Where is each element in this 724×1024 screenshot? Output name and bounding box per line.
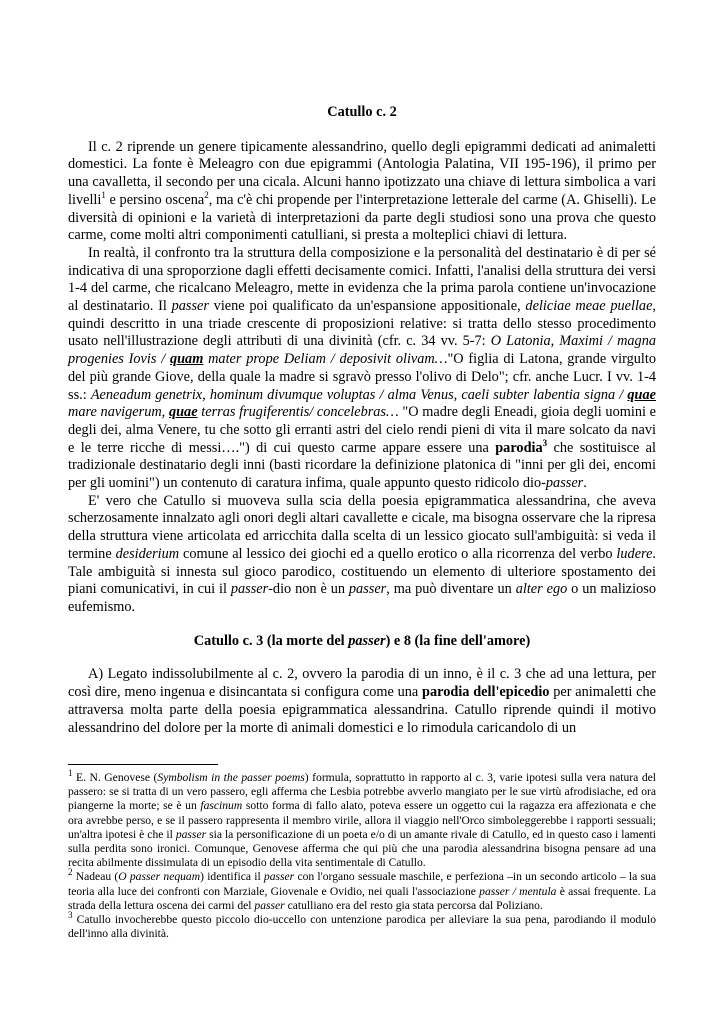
paragraph-1: Il c. 2 riprende un genere tipicamente alessandrino, quello degli epigrammi dedicati ad animaletti domestici. La fonte è Meleagro con due epigrammi (Antologia Palatina, VII 195-196), il primo per una cavalletta, il secondo per una cicala. Alcuni hanno ipotizzato una chiave di lettura simbolica a vari livelli$^1$ e persino oscena$^2$, ma c'è chi propende per l'interpretazione letterale del carme (A. Ghiselli). Le diversità di opinioni e la varietà di interpretazioni da parte degli studiosi sono una prova che questo carme, come molti altri componimenti catulliani, si presta a molteplici chiavi di lettura. bbox=[68, 138, 656, 244]
section-title-c2: Catullo c. 2 bbox=[327, 104, 397, 120]
paragraph-2: In realtà, il confronto tra la struttura della composizione e la personalità del destinatario è di per sé indicativa di una sproporzione dagli effetti decisamente comici. Infatti, l'analisi della struttura dei versi 1-4 del carme, che ricalcano Meleagro, mette in evidenza che la prima parola contiene un'invocazione al destinatario. Il passer viene poi qualificato da un'espansione appositionale, deliciae meae puellae, quindi descritto in una triade crescente di proposizioni relative: si tratta dello stesso procedimento usato nell'illustrazione degli attributi di una divinità (cfr. c. 34 vv. 5-7: O Latonia, Maximi / magna progenies Iovis / quam mater prope Deliam / deposivit olivam…"O figlia di Latona, grande virgulto del più grande Giove, della quale la madre si sgravò presso l'olivo di Delo"; cfr. anche Lucr. I vv. 1-4 ss.: Aeneadum genetrix, hominum divumque voluptas / alma Venus, caeli subter labentia signa / quae mare navigerum, quae terras frugiferentis/ concelebras… "O madre degli Eneadi, gioia degli uomini e degli dei, alma Venere, tu che sotto gli erranti astri del cielo rendi pieni di vita il mare solcato da navi e le terre ricche di messi….") di cui questo carme appare essere una parodia$^3$ che sostituisce al tradizionale destinatario degli inni (basti ricordare la definizione platonica di "inni per gli dei, encomi per gli uomini") un contenuto di caratura infima, quale appunto questo ridicolo dio-passer. bbox=[68, 244, 656, 492]
section-title-c3-c8: Catullo c. 3 (la morte del passer) e 8 (la fine dell'amore) bbox=[193, 632, 531, 649]
footnote-ref-2[interactable]: 2 bbox=[204, 190, 209, 201]
footnotes bbox=[68, 764, 656, 941]
footnote-3: $^3$ Catullo invocherebbe questo piccolo dio-uccello con untenzione parodica per alleviare la sua pena, parodiando il modulo dell'inno alla divinità. bbox=[68, 910, 656, 941]
footnote-2: $^2$ Nadeau (O passer nequam) identifica il passer con l'organo sessuale maschile, e perfeziona –in un secondo articolo – la sua teoria alla luce dei confronti con Marziale, Giovenale e Ovidio, nei quali l'associazione passer / mentula è assai frequente. La strada della lettura oscena dei carmi del passer catulliano era del resto gia stata percorsa dal Poliziano. bbox=[68, 867, 656, 912]
document-body bbox=[68, 104, 656, 737]
paragraph-3: E' vero che Catullo si muoveva sulla scia della poesia epigrammatica alessandrina, che aveva scherzosamente innalzato agli onori degli altari cavallette e cicale, ma bisogna osservare che la ripresa della struttura viene articolata ed arricchita dalla scelta di un lessico giocato sull'ambiguità: si veda il termine desiderium comune al lessico dei giochi ed a quello erotico o alla ricorrenza del verbo ludere. Tale ambiguità si innesta sul gioco parodico, costituendo un elemento di ulteriore spostamento dei piani comunicativi, in cui il passer-dio non è un passer, ma può diventare un alter ego o un malizioso eufemismo. bbox=[68, 492, 656, 615]
footnote-ref-1[interactable]: 1 bbox=[101, 190, 106, 201]
footnote-1: $^1$ E. N. Genovese (Symbolism in the passer poems) formula, soprattutto in rapporto al c. 3, varie ipotesi sulla vera natura del passero: se si tratta di un vero passero, egli afferma che Lesbia potrebbe avverlo mangiato per le sue virtù afrodisiache, ed ora piangerne la morte; se è un fascinum sotto forma di fallo alato, poteva essere un oggetto cui la ragazza era affezionata e che ora avrebbe perso, e se il passero rappresenta il membro virile, allora il viaggio nell'Orco simboleggerebbe i rapporti sessuali; un'altra ipotesi è che il passer sia la personificazione di un poeta e/o di un amante rivale di Catullo, ed in questo caso i lamenti sulla perdita sono ironici. Comunque, Genovese afferma che qui più che una parodia alessandrina bisogna pensare ad una recita abilmente dissimulata di un episodio della vita sentimentale di Catullo. bbox=[68, 768, 656, 870]
paragraph-4: A) Legato indissolubilmente al c. 2, ovvero la parodia di un inno, è il c. 3 che ad una lettura, per così dire, meno ingenua e disincantata si configura come una parodia dell'epicedio per animaletti che attraversa molta parte della poesia epigrammatica alessandrina. Catullo riprende quindi il motivo alessandrino del dolore per la morte di animali domestici e lo rimodula caricandolo di un bbox=[68, 666, 657, 736]
footnote-ref-3[interactable]: 3 bbox=[542, 437, 548, 448]
emphasis-quam: quam bbox=[169, 351, 204, 368]
emphasis-parodia-epicedio: parodia dell'epicedio bbox=[422, 684, 550, 701]
emphasis-quae-1: quae bbox=[627, 386, 656, 403]
emphasis-parodia: parodia bbox=[495, 439, 543, 456]
footnote-divider bbox=[68, 764, 218, 765]
emphasis-quae-2: quae bbox=[168, 404, 198, 421]
